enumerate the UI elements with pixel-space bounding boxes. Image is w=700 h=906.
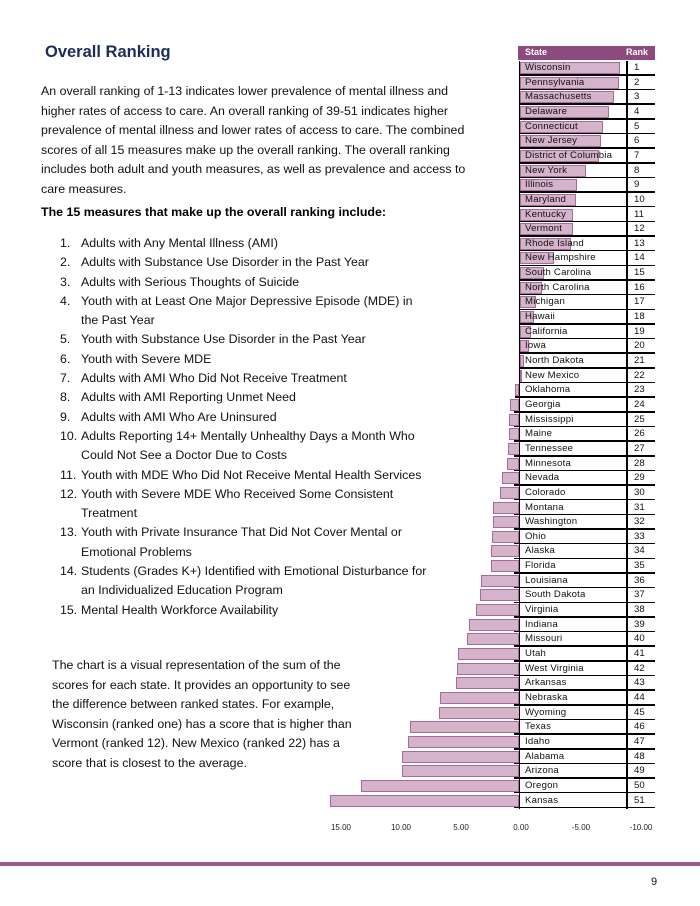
chart-row xyxy=(0,559,700,574)
measure-number: 6. xyxy=(60,351,71,366)
x-axis xyxy=(0,823,700,837)
state-label: Kentucky xyxy=(525,208,567,220)
rank-value: 13 xyxy=(634,237,645,249)
measure-number: 9. xyxy=(60,409,71,424)
state-label: Idaho xyxy=(525,735,551,747)
rank-value: 50 xyxy=(634,779,645,791)
score-bar xyxy=(509,428,520,440)
chart-row xyxy=(0,149,700,164)
rank-value: 30 xyxy=(634,486,645,498)
state-label: Rhode Island xyxy=(525,237,584,249)
chart-row xyxy=(0,427,700,442)
chart-row xyxy=(0,735,700,750)
rank-value: 15 xyxy=(634,267,645,279)
score-bar xyxy=(509,414,520,426)
chart-row xyxy=(0,544,700,559)
rank-value: 37 xyxy=(634,589,645,601)
chart-row xyxy=(0,764,700,779)
state-label: Washington xyxy=(525,516,578,528)
score-bar xyxy=(456,677,520,689)
measure-number: 7. xyxy=(60,371,71,386)
measure-text: Youth with Severe MDE Who Received Some Consistent Treatment xyxy=(81,486,394,521)
state-label: Maryland xyxy=(525,193,567,205)
score-bar xyxy=(481,575,519,587)
chart-row xyxy=(0,339,700,354)
score-bar xyxy=(507,458,520,470)
state-label: Nevada xyxy=(525,472,560,484)
rank-value: 40 xyxy=(634,633,645,645)
rank-value: 49 xyxy=(634,765,645,777)
measure-text: Adults with Any Mental Illness (AMI) xyxy=(81,236,278,250)
measure-number: 13. xyxy=(60,525,78,540)
state-label: Alabama xyxy=(525,750,565,762)
measure-number: 15. xyxy=(60,602,78,617)
rank-value: 27 xyxy=(634,442,645,454)
state-label: North Carolina xyxy=(525,281,590,293)
state-label: Minnesota xyxy=(525,457,572,469)
chart-row xyxy=(0,515,700,530)
state-label: Wyoming xyxy=(525,706,567,718)
measure-number: 4. xyxy=(60,293,71,308)
score-bar xyxy=(469,619,519,631)
rank-value: 23 xyxy=(634,384,645,396)
x-axis-tick: 0.00 xyxy=(513,823,529,832)
row-divider xyxy=(514,807,656,809)
chart-row xyxy=(0,442,700,457)
chart-row xyxy=(0,486,700,501)
chart-row xyxy=(0,369,700,384)
state-label: New Hampshire xyxy=(525,252,596,264)
state-label: South Dakota xyxy=(525,589,586,601)
rank-value: 7 xyxy=(634,149,640,161)
chart-row xyxy=(0,691,700,706)
score-bar xyxy=(492,531,520,543)
chart-row xyxy=(0,457,700,472)
chart-row xyxy=(0,706,700,721)
state-label: South Carolina xyxy=(525,267,592,279)
chart-row xyxy=(0,208,700,223)
state-label: Hawaii xyxy=(525,311,555,323)
state-label: New Mexico xyxy=(525,369,580,381)
state-label: Arkansas xyxy=(525,677,567,689)
state-label: Alaska xyxy=(525,545,555,557)
state-label: Connecticut xyxy=(525,120,578,132)
page-title: Overall Ranking xyxy=(45,43,171,61)
score-bar xyxy=(440,692,519,704)
table-header xyxy=(518,46,655,60)
score-bar xyxy=(500,487,520,499)
measure-text: Mental Health Workforce Availability xyxy=(81,602,279,617)
state-label: Kansas xyxy=(525,794,559,806)
score-bar xyxy=(410,721,519,733)
rank-value: 24 xyxy=(634,398,645,410)
rank-value: 12 xyxy=(634,223,645,235)
score-bar xyxy=(480,589,520,601)
measure-number: 11. xyxy=(60,467,77,482)
chart-row xyxy=(0,251,700,266)
chart-row xyxy=(0,237,700,252)
rank-value: 45 xyxy=(634,706,645,718)
rank-value: 6 xyxy=(634,135,640,147)
measure-text: Youth with Private Insurance That Did Not Cover Mental or Emotional Problems xyxy=(81,525,402,559)
rank-value: 48 xyxy=(634,750,645,762)
x-axis-tick: 15.00 xyxy=(330,823,352,832)
rank-value: 21 xyxy=(634,355,645,366)
x-axis-tick: 10.00 xyxy=(390,823,412,832)
chart-row xyxy=(0,398,700,413)
rank-value: 4 xyxy=(634,105,640,117)
chart-row xyxy=(0,794,700,809)
rank-value: 3 xyxy=(634,91,640,103)
chart-row xyxy=(0,501,700,516)
chart-row xyxy=(0,676,700,691)
measures-heading: The 15 measures that make up the overall ranking include: xyxy=(41,205,386,219)
score-bar xyxy=(491,560,520,572)
measure-text: Adults Reporting 14+ Mentally Unhealthy Days a Month Who Could Not See a Doctor Due to Costs xyxy=(81,428,415,463)
score-bar xyxy=(493,502,519,514)
measure-number: 12. xyxy=(60,486,78,501)
measure-number: 5. xyxy=(60,332,71,347)
state-label: Georgia xyxy=(525,398,561,410)
rank-value: 47 xyxy=(634,735,645,747)
score-bar xyxy=(467,633,520,645)
state-label: North Dakota xyxy=(525,355,584,366)
rank-value: 14 xyxy=(634,252,645,264)
state-label: Mississippi xyxy=(525,413,574,425)
rank-value: 8 xyxy=(634,164,640,176)
score-bar xyxy=(330,795,520,807)
x-axis-tick: 5.00 xyxy=(453,823,469,832)
state-label: Wisconsin xyxy=(525,62,571,73)
state-label: New York xyxy=(525,164,568,176)
chart-row xyxy=(0,76,700,91)
state-label: Nebraska xyxy=(525,691,568,703)
chart-row xyxy=(0,603,700,618)
rank-value: 11 xyxy=(634,208,644,220)
chart-row xyxy=(0,632,700,647)
score-bar xyxy=(439,707,520,719)
measure-number: 10. xyxy=(60,428,78,443)
chart-row xyxy=(0,471,700,486)
rank-value: 25 xyxy=(634,413,645,425)
score-bar xyxy=(493,516,519,528)
chart-row xyxy=(0,90,700,105)
intro-text: An overall ranking of 1-13 indicates lower prevalence of mental illness and higher rates of access to care. An overall ranking of 39-51 indicates higher prevalence of mental illness and lower rates of access to care. The combined scores of all 15 measures make up the overall ranking. The overall ranking includes both adult and youth measures, as well as prevalence and access to care measures. xyxy=(41,84,466,196)
measure-number: 8. xyxy=(60,390,71,405)
state-label: Montana xyxy=(525,501,564,513)
chart-row xyxy=(0,105,700,120)
rank-value: 31 xyxy=(634,501,645,513)
rank-value: 20 xyxy=(634,340,645,352)
score-bar xyxy=(502,472,519,484)
state-label: New Jersey xyxy=(525,135,578,147)
rank-value: 42 xyxy=(634,662,645,674)
rank-value: 29 xyxy=(634,472,645,484)
rank-value: 18 xyxy=(634,311,645,323)
score-bar xyxy=(476,604,520,616)
chart-row xyxy=(0,61,700,76)
measure-text: Students (Grades K+) Identified with Emotional Disturbance for an Individualized Education Program xyxy=(81,564,427,598)
rank-value: 10 xyxy=(634,193,645,205)
rank-value: 5 xyxy=(634,120,640,132)
score-bar xyxy=(402,765,520,777)
state-label: Missouri xyxy=(525,633,563,645)
chart-row xyxy=(0,618,700,633)
rank-value: 9 xyxy=(634,179,640,191)
state-label: Ohio xyxy=(525,530,547,542)
chart-row xyxy=(0,266,700,281)
state-label: Utah xyxy=(525,648,547,659)
score-bar xyxy=(361,780,519,792)
page-number: 9 xyxy=(651,876,658,888)
measure-text: Youth with MDE Who Did Not Receive Mental Health Services xyxy=(81,467,422,482)
state-label: Florida xyxy=(525,560,556,572)
zero-axis-line xyxy=(519,61,520,809)
chart-footnote: The chart is a visual representation of the sum of the scores for each state. It provides an opportunity to see the difference between ranked states. For example, Wisconsin (ranked one) has a score that is higher than Vermont (ranked 12). New Mexico (ranked 22) has a score that is closest to the average. xyxy=(52,658,352,770)
rank-value: 22 xyxy=(634,369,645,381)
state-label: Illinois xyxy=(525,179,554,191)
measure-text: Youth with Severe MDE xyxy=(81,351,212,366)
rank-column-divider xyxy=(626,61,628,809)
chart-row xyxy=(0,413,700,428)
score-bar xyxy=(402,751,520,763)
measure-number: 14. xyxy=(60,564,78,579)
rank-value: 19 xyxy=(634,325,645,337)
state-label: Virginia xyxy=(525,604,559,616)
rank-value: 51 xyxy=(634,794,645,806)
state-label: District of Columbia xyxy=(525,149,613,161)
state-label: Tennessee xyxy=(525,442,574,454)
measure-text: Adults with Substance Use Disorder in the Past Year xyxy=(81,255,369,270)
x-axis-tick: -10.00 xyxy=(629,823,653,832)
chart-row xyxy=(0,281,700,296)
rank-value: 1 xyxy=(634,62,640,73)
chart-row xyxy=(0,134,700,149)
state-label: Vermont xyxy=(525,223,563,235)
rank-value: 43 xyxy=(634,677,645,689)
chart-row xyxy=(0,222,700,237)
state-label: Michigan xyxy=(525,296,565,308)
state-label: California xyxy=(525,325,568,337)
score-bar xyxy=(458,648,520,660)
rank-column-header: Rank xyxy=(626,47,649,57)
state-label: Massachusetts xyxy=(525,91,592,103)
chart-row xyxy=(0,647,700,662)
chart-row xyxy=(0,351,700,369)
state-label: Oklahoma xyxy=(525,384,571,396)
rank-value: 34 xyxy=(634,545,645,557)
state-label: Iowa xyxy=(525,340,547,352)
chart-row xyxy=(0,164,700,179)
state-label: Louisiana xyxy=(525,574,568,586)
state-label: Indiana xyxy=(525,618,558,630)
measure-number: 2. xyxy=(60,255,71,270)
rank-value: 36 xyxy=(634,574,645,586)
state-label: Colorado xyxy=(525,486,566,498)
score-bar xyxy=(457,663,519,675)
chart-row xyxy=(0,178,700,193)
rank-value: 44 xyxy=(634,691,645,703)
rank-value: 46 xyxy=(634,721,645,733)
rank-value: 41 xyxy=(634,648,645,659)
state-label: West Virginia xyxy=(525,662,584,674)
state-label: Delaware xyxy=(525,105,568,117)
rank-value: 39 xyxy=(634,618,645,630)
rank-value: 38 xyxy=(634,604,645,616)
chart-row xyxy=(0,574,700,589)
chart-row xyxy=(0,720,700,735)
state-label: Maine xyxy=(525,428,553,440)
state-column-header: State xyxy=(525,47,548,57)
measure-text: Adults with AMI Who Did Not Receive Treatment xyxy=(81,371,347,386)
rank-value: 35 xyxy=(634,560,645,572)
chart-row xyxy=(0,750,700,765)
rank-value: 32 xyxy=(634,516,645,528)
measure-text: Adults with AMI Reporting Unmet Need xyxy=(81,390,296,405)
state-label: Arizona xyxy=(525,765,559,777)
score-bar xyxy=(508,443,520,455)
rank-value: 26 xyxy=(634,428,645,440)
score-bar xyxy=(520,355,525,367)
footer-rule xyxy=(0,862,700,866)
rank-value: 17 xyxy=(634,296,645,308)
chart-row xyxy=(0,295,700,310)
chart-row xyxy=(0,310,700,325)
rank-value: 2 xyxy=(634,76,640,88)
chart-row xyxy=(0,120,700,135)
measure-text: Youth with at Least One Major Depressive Episode (MDE) in the Past Year xyxy=(81,293,413,328)
chart-row xyxy=(0,325,700,340)
measure-number: 3. xyxy=(60,274,71,289)
score-bar xyxy=(408,736,520,748)
measure-text: Youth with Substance Use Disorder in the Past Year xyxy=(81,332,366,347)
state-label: Pennsylvania xyxy=(525,76,585,88)
x-axis-tick: -5.00 xyxy=(571,823,591,832)
rank-value: 33 xyxy=(634,530,645,542)
chart-row xyxy=(0,383,700,398)
state-label: Texas xyxy=(525,721,552,733)
chart-row xyxy=(0,779,700,794)
measure-text: Adults with AMI Who Are Uninsured xyxy=(81,409,277,424)
chart-row xyxy=(0,662,700,677)
rank-value: 16 xyxy=(634,281,645,293)
chart-row xyxy=(0,588,700,603)
chart-row xyxy=(0,193,700,208)
score-bar xyxy=(491,545,520,557)
state-label: Oregon xyxy=(525,779,559,791)
measure-text: Adults with Serious Thoughts of Suicide xyxy=(81,274,300,289)
measure-number: 1. xyxy=(60,236,71,250)
rank-value: 28 xyxy=(634,457,645,469)
chart-row xyxy=(0,530,700,545)
